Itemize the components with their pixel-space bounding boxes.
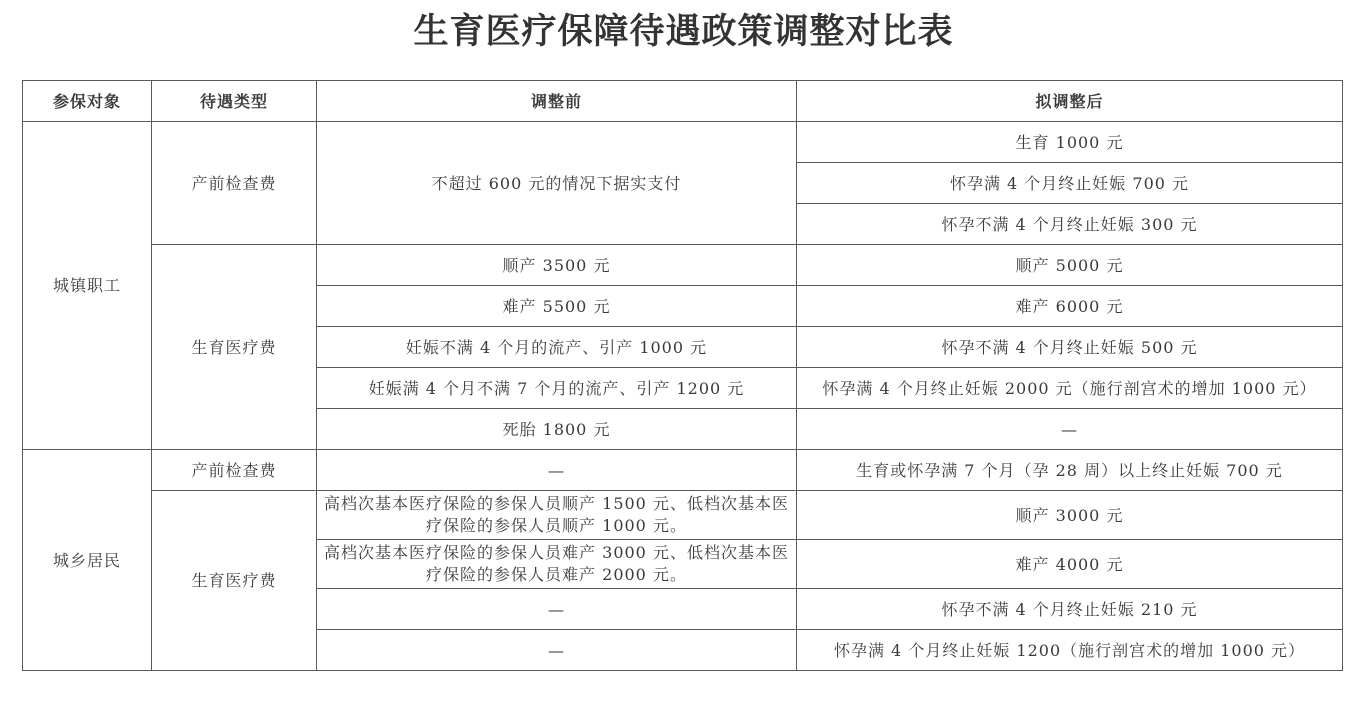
before-cell: 高档次基本医疗保险的参保人员难产 3000 元、低档次基本医疗保险的参保人员难产 2000 元。 (317, 540, 797, 589)
after-cell: 怀孕不满 4 个月终止妊娠 300 元 (797, 204, 1343, 245)
after-cell: 难产 4000 元 (797, 540, 1343, 589)
group-cell-urban-employees: 城镇职工 (23, 122, 152, 450)
before-cell: 不超过 600 元的情况下据实支付 (317, 122, 797, 245)
page-title: 生育医疗保障待遇政策调整对比表 (413, 12, 954, 52)
after-cell: 怀孕满 4 个月终止妊娠 700 元 (797, 163, 1343, 204)
before-cell: 顺产 3500 元 (317, 245, 797, 286)
after-cell: 顺产 3000 元 (797, 491, 1343, 540)
after-cell: 生育 1000 元 (797, 122, 1343, 163)
before-cell: 妊娠满 4 个月不满 7 个月的流产、引产 1200 元 (317, 368, 797, 409)
header-before: 调整前 (317, 81, 797, 122)
before-cell: — (317, 450, 797, 491)
table-row (23, 122, 1343, 163)
type-cell-prenatal: 产前检查费 (152, 450, 317, 491)
after-cell: 生育或怀孕满 7 个月（孕 28 周）以上终止妊娠 700 元 (797, 450, 1343, 491)
before-cell: — (317, 589, 797, 630)
type-cell-prenatal: 产前检查费 (152, 122, 317, 245)
before-cell: 死胎 1800 元 (317, 409, 797, 450)
before-cell: 难产 5500 元 (317, 286, 797, 327)
header-benefit-type: 待遇类型 (152, 81, 317, 122)
group-cell-urban-rural-residents: 城乡居民 (23, 450, 152, 671)
after-cell: 怀孕满 4 个月终止妊娠 1200（施行剖宫术的增加 1000 元） (797, 630, 1343, 671)
type-cell-medical: 生育医疗费 (152, 245, 317, 450)
header-after: 拟调整后 (797, 81, 1343, 122)
after-cell: 怀孕不满 4 个月终止妊娠 500 元 (797, 327, 1343, 368)
after-cell: — (797, 409, 1343, 450)
table-row (23, 450, 1343, 491)
before-cell: — (317, 630, 797, 671)
header-row (23, 81, 1343, 122)
table-row (23, 491, 1343, 540)
after-cell: 难产 6000 元 (797, 286, 1343, 327)
after-cell: 怀孕满 4 个月终止妊娠 2000 元（施行剖宫术的增加 1000 元） (797, 368, 1343, 409)
type-cell-medical: 生育医疗费 (152, 491, 317, 671)
comparison-table (22, 80, 1343, 671)
after-cell: 怀孕不满 4 个月终止妊娠 210 元 (797, 589, 1343, 630)
after-cell: 顺产 5000 元 (797, 245, 1343, 286)
before-cell: 高档次基本医疗保险的参保人员顺产 1500 元、低档次基本医疗保险的参保人员顺产 1000 元。 (317, 491, 797, 540)
header-insured-group: 参保对象 (23, 81, 152, 122)
before-cell: 妊娠不满 4 个月的流产、引产 1000 元 (317, 327, 797, 368)
table-row (23, 245, 1343, 286)
